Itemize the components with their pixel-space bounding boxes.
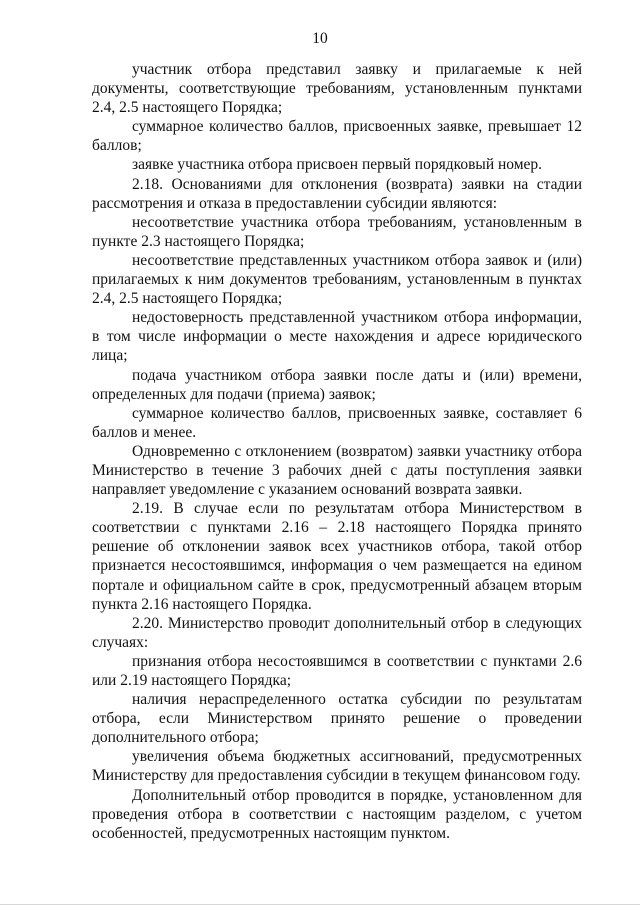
paragraph: наличия нераспределенного остатка субсидии по результатам отбора, если Министерством принято решение о проведении дополнительного отбора; <box>92 691 582 747</box>
paragraph: 2.20. Министерство проводит дополнительный отбор в следующих случаях: <box>92 614 582 651</box>
paragraph: 2.18. Основаниями для отклонения (возврата) заявки на стадии рассмотрения и отказа в предоставлении субсидии являются: <box>92 175 582 212</box>
paragraph: суммарное количество баллов, присвоенных заявке, составляет 6 баллов и менее. <box>92 404 582 441</box>
paragraph: Одновременно с отклонением (возвратом) заявки участнику отбора Министерство в течение 3 рабочих дней с даты поступления заявки направляет уведомление с указанием оснований возврата заявки. <box>92 442 582 499</box>
paragraph: суммарное количество баллов, присвоенных заявке, превышает 12 баллов; <box>92 118 582 155</box>
page-number: 10 <box>312 30 328 47</box>
document-body <box>92 60 582 843</box>
paragraph: заявке участника отбора присвоен первый порядковый номер. <box>132 156 543 174</box>
paragraph: увеличения объема бюджетных ассигнований, предусмотренных Министерству для предоставления субсидии в текущем финансовом году. <box>92 748 582 785</box>
paragraph: 2.19. В случае если по результатам отбора Министерством в соответствии с пунктами 2.16 – 2.18 настоящего Порядка принято решение об отклонении заявок всех участников отбора, такой отбор признается несостоявшимся, информация о чем размещается на едином портале и официальном сайте в срок, предусмотренный абзацем вторым пункта 2.16 настоящего Порядка. <box>92 500 582 613</box>
paragraph: несоответствие представленных участником отбора заявок и (или) прилагаемых к ним документов требованиям, установленным в пунктах 2.4, 2.5 настоящего Порядка; <box>92 251 582 308</box>
paragraph: признания отбора несостоявшимся в соответствии с пунктами 2.6 или 2.19 настоящего Порядка; <box>92 652 582 689</box>
paragraph: подача участником отбора заявки после даты и (или) времени, определенных для подачи (приема) заявок; <box>92 366 582 403</box>
paragraph: Дополнительный отбор проводится в порядке, установленном для проведения отбора в соответствии с настоящим разделом, с учетом особенностей, предусмотренных настоящим пунктом. <box>92 786 582 842</box>
paragraph: несоответствие участника отбора требованиям, установленным в пункте 2.3 настоящего Порядка; <box>92 213 582 250</box>
paragraph: недостоверность представленной участником отбора информации, в том числе информации о месте нахождения и адресе юридического лица; <box>92 309 582 365</box>
paragraph: участник отбора представил заявку и прилагаемые к ней документы, соответствующие требованиям, установленным пунктами 2.4, 2.5 настоящего Порядка; <box>92 61 582 117</box>
